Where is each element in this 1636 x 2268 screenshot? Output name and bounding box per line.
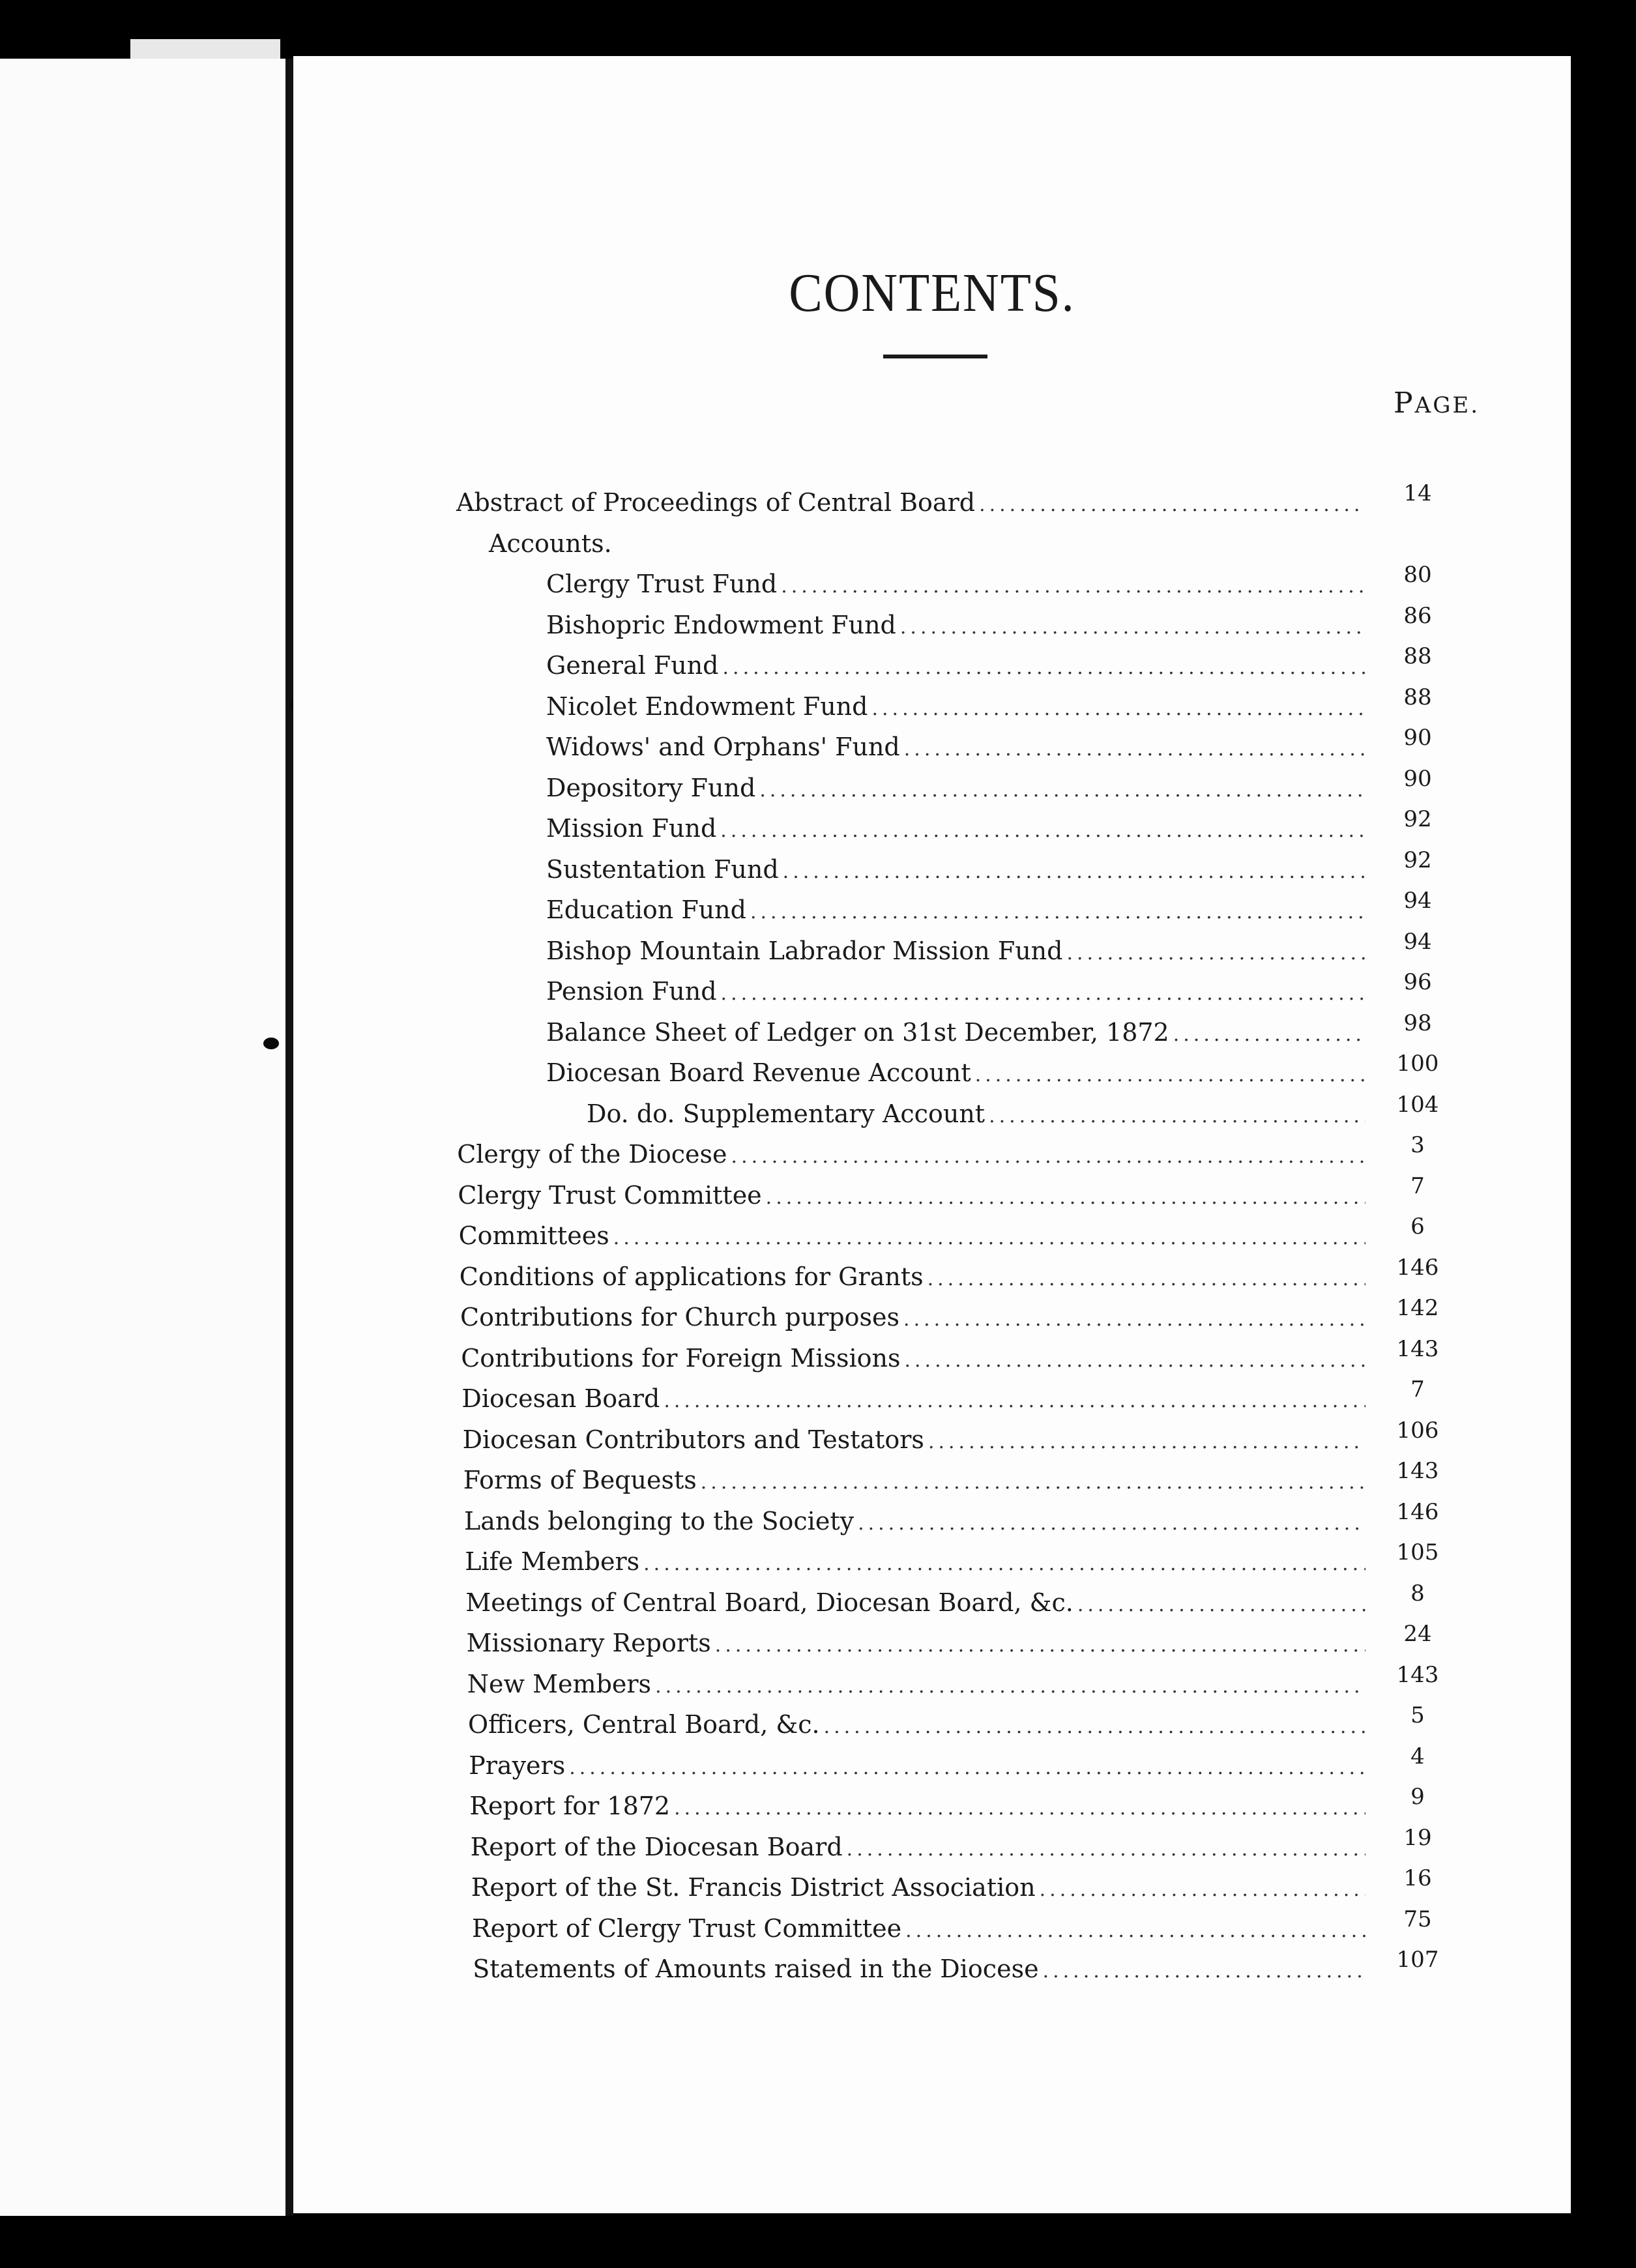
leader-dots	[1040, 1870, 1366, 1910]
toc-entry-page-number: 88	[1403, 643, 1432, 669]
leader-dots	[824, 1708, 1366, 1747]
toc-entry-page-number: 98	[1403, 1010, 1432, 1036]
toc-entry-label: Mission Fund	[546, 814, 717, 843]
toc-entry-label: Report of the Diocesan Board	[470, 1832, 843, 1861]
toc-entry-label: Pension Fund	[546, 977, 717, 1006]
toc-entry	[463, 1458, 1439, 1500]
toc-entry-label: Report of Clergy Trust Committee	[472, 1913, 902, 1943]
toc-entry	[462, 1417, 1439, 1459]
left-page-blank	[0, 59, 287, 2216]
toc-entry	[461, 1376, 1425, 1418]
toc-entry-page-number: 104	[1396, 1091, 1439, 1118]
toc-entry	[457, 1132, 1425, 1174]
toc-entry-label: Bishopric Endowment Fund	[546, 610, 896, 639]
toc-entry	[465, 1580, 1425, 1622]
toc-entry	[458, 1214, 1425, 1255]
toc-entry-page-number: 100	[1396, 1051, 1439, 1077]
leader-dots	[905, 1912, 1366, 1951]
toc-entry-page-number: 94	[1403, 888, 1432, 914]
toc-entry-label: Sustentation Fund	[546, 854, 779, 884]
toc-entry-page-number: 7	[1410, 1376, 1425, 1403]
toc-entry	[470, 1824, 1432, 1867]
toc-entry	[546, 847, 1432, 889]
toc-entry	[546, 684, 1432, 726]
leader-dots	[720, 811, 1366, 850]
toc-entry-label: Report of the St. Francis District Association	[471, 1873, 1036, 1902]
toc-entry-label: Committees	[458, 1221, 609, 1250]
leader-dots	[759, 771, 1366, 810]
toc-entry	[471, 1865, 1432, 1907]
toc-entry-label: General Fund	[546, 651, 719, 680]
leader-dots	[674, 1789, 1366, 1828]
toc-entry-page-number: 14	[1403, 480, 1432, 506]
toc-entry-label: Clergy Trust Fund	[546, 570, 778, 598]
leader-dots	[858, 1504, 1366, 1543]
toc-entry-page-number: 92	[1403, 847, 1432, 873]
leader-dots	[613, 1219, 1366, 1258]
toc-entry	[546, 1051, 1439, 1092]
toc-entry-label: Lands belonging to the Society	[464, 1506, 855, 1535]
toc-entry-page-number: 143	[1396, 1458, 1439, 1484]
toc-entry-label: Nicolet Endowment Fund	[546, 691, 868, 721]
toc-entry-page-number: 143	[1396, 1335, 1439, 1362]
toc-entry	[546, 765, 1432, 807]
toc-entry	[546, 562, 1432, 603]
toc-entry-page-number: 105	[1396, 1539, 1439, 1565]
toc-entry	[473, 1947, 1439, 1988]
toc-entry	[546, 1010, 1432, 1052]
toc-entry	[459, 1254, 1439, 1296]
toc-entry-page-number: 16	[1403, 1865, 1432, 1891]
toc-entry-page-number: 86	[1403, 602, 1432, 629]
toc-entry	[468, 1702, 1425, 1744]
leader-dots	[750, 893, 1366, 932]
leader-dots	[721, 974, 1366, 1013]
left-page-edge	[130, 39, 280, 59]
toc-entry	[546, 643, 1432, 685]
book-spine	[285, 59, 293, 2216]
toc-entry	[469, 1784, 1425, 1825]
toc-entry-label: Bishop Mountain Labrador Mission Fund	[546, 936, 1063, 965]
toc-entry	[456, 480, 1432, 522]
leader-dots	[928, 1260, 1366, 1299]
toc-entry-label: Forms of Bequests	[463, 1466, 697, 1494]
toc-entry	[546, 806, 1432, 848]
toc-entry-page-number: 143	[1396, 1661, 1439, 1688]
toc-entry-page-number: 146	[1396, 1254, 1439, 1281]
leader-dots	[1077, 1586, 1366, 1625]
toc-entry-page-number: 142	[1396, 1295, 1439, 1321]
toc-entry	[467, 1661, 1439, 1704]
toc-entry-label: Missionary Reports	[466, 1629, 711, 1657]
leader-dots	[928, 1423, 1366, 1462]
leader-dots	[904, 1341, 1366, 1380]
leader-dots	[1043, 1952, 1366, 1991]
leader-dots	[975, 1056, 1366, 1095]
toc-entry-label: Officers, Central Board, &c.	[468, 1710, 820, 1739]
toc-entry-page-number: 5	[1410, 1702, 1425, 1728]
toc-entry	[465, 1539, 1439, 1581]
toc-entry	[489, 524, 1372, 563]
toc-entry-label: Widows' and Orphans' Fund	[546, 733, 900, 761]
toc-entry	[460, 1295, 1439, 1337]
binding-speck	[263, 1038, 279, 1049]
leader-dots	[904, 730, 1366, 769]
toc-entry-page-number: 8	[1410, 1580, 1425, 1606]
toc-entry	[546, 969, 1432, 1011]
toc-entry	[466, 1621, 1432, 1663]
toc-entry-page-number: 9	[1410, 1784, 1425, 1810]
toc-entry	[587, 1091, 1439, 1133]
toc-entry-page-number: 88	[1403, 684, 1432, 710]
toc-entry-label: Diocesan Contributors and Testators	[462, 1425, 924, 1454]
toc-entry-page-number: 6	[1410, 1214, 1425, 1240]
toc-entry-label: Contributions for Church purposes	[460, 1303, 900, 1331]
toc-entry-page-number: 3	[1410, 1132, 1425, 1158]
toc-entry-page-number: 80	[1403, 562, 1432, 588]
leader-dots	[989, 1097, 1366, 1136]
toc-entry-label: Do. do. Supplementary Account	[587, 1099, 986, 1128]
leader-dots	[731, 1137, 1366, 1176]
toc-entry	[546, 888, 1432, 929]
leader-dots	[871, 690, 1366, 729]
toc-entry-label: Conditions of applications for Grants	[459, 1262, 924, 1291]
toc-entry	[546, 928, 1432, 970]
toc-entry	[461, 1335, 1439, 1378]
toc-entry-page-number: 19	[1403, 1824, 1432, 1851]
toc-entry	[458, 1172, 1425, 1215]
leader-dots	[766, 1178, 1366, 1217]
leader-dots	[783, 852, 1366, 892]
toc-entry-label: Abstract of Proceedings of Central Board	[456, 488, 976, 517]
toc-entry-label: Depository Fund	[546, 773, 756, 802]
toc-entry	[472, 1906, 1432, 1948]
toc-entry-page-number: 92	[1403, 806, 1432, 832]
toc-entry-page-number: 4	[1410, 1743, 1425, 1769]
toc-entry-label: Diocesan Board	[461, 1384, 660, 1413]
leader-dots	[715, 1626, 1366, 1665]
page-column-label: PAGE.	[1394, 386, 1480, 420]
toc-entry-page-number: 94	[1403, 928, 1432, 955]
toc-entry-label: New Members	[467, 1669, 652, 1698]
leader-dots	[643, 1545, 1366, 1584]
toc-entry-page-number: 24	[1403, 1621, 1432, 1647]
toc-entry-label: Balance Sheet of Ledger on 31st December, 1872	[546, 1017, 1169, 1047]
toc-entry-page-number: 7	[1410, 1172, 1425, 1199]
toc-entry-page-number: 90	[1403, 725, 1432, 751]
toc-entry-label: Clergy Trust Committee	[458, 1180, 762, 1210]
leader-dots	[655, 1667, 1366, 1706]
leader-dots	[569, 1749, 1366, 1788]
toc-entry-label: Accounts.	[489, 529, 612, 558]
leader-dots	[1173, 1015, 1366, 1054]
toc-entry	[546, 602, 1432, 645]
page-title: CONTENTS.	[789, 263, 1075, 323]
toc-entry	[469, 1743, 1425, 1785]
toc-entry-label: Meetings of Central Board, Diocesan Board, &c.	[465, 1588, 1074, 1617]
leader-dots	[723, 648, 1366, 688]
toc-entry-page-number: 75	[1403, 1906, 1432, 1932]
toc-entry-page-number: 90	[1403, 765, 1432, 792]
table-of-contents	[293, 56, 1571, 2213]
toc-entry	[464, 1498, 1439, 1541]
toc-entry-page-number: 96	[1403, 969, 1432, 995]
toc-entry-label: Prayers	[469, 1751, 566, 1780]
toc-entry-label: Diocesan Board Revenue Account	[546, 1058, 971, 1087]
toc-entry-label: Contributions for Foreign Missions	[461, 1343, 901, 1373]
leader-dots	[979, 486, 1366, 525]
leader-dots	[1066, 934, 1366, 973]
toc-entry-label: Report for 1872	[469, 1792, 671, 1820]
toc-entry-label: Life Members	[465, 1547, 640, 1576]
leader-dots	[900, 608, 1366, 647]
toc-entry-label: Clergy of the Diocese	[457, 1140, 727, 1169]
leader-dots	[664, 1382, 1366, 1421]
toc-entry-page-number: 146	[1396, 1498, 1439, 1525]
toc-entry-page-number: 106	[1396, 1417, 1439, 1444]
leader-dots	[781, 567, 1366, 606]
leader-dots	[903, 1300, 1366, 1339]
contents-page	[293, 56, 1571, 2213]
toc-entry-label: Education Fund	[546, 895, 746, 924]
toc-entry	[546, 725, 1432, 766]
leader-dots	[847, 1830, 1366, 1869]
leader-dots	[701, 1463, 1366, 1502]
toc-entry-label: Statements of Amounts raised in the Diocese	[473, 1955, 1039, 1983]
toc-entry-page-number: 107	[1396, 1947, 1439, 1973]
